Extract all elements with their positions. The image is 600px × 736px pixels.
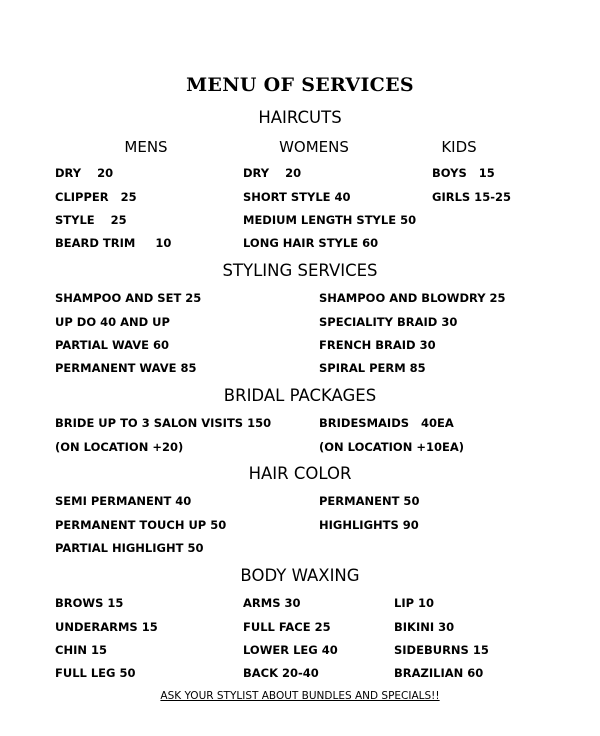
waxing-item: LOWER LEG 40 (243, 643, 338, 657)
mens-item: DRY 20 (55, 166, 114, 180)
waxing-item: UNDERARMS 15 (55, 620, 158, 634)
womens-item: MEDIUM LENGTH STYLE 50 (243, 213, 417, 227)
kids-item: GIRLS 15-25 (432, 190, 511, 204)
waxing-item: SIDEBURNS 15 (394, 643, 489, 657)
mens-item: STYLE 25 (55, 213, 127, 227)
waxing-item: FULL LEG 50 (55, 666, 136, 680)
bridal-heading: BRIDAL PACKAGES (223, 386, 377, 405)
bridal-item: BRIDE UP TO 3 SALON VISITS 150 (55, 416, 272, 430)
mens-item: BEARD TRIM 10 (55, 236, 172, 250)
womens-item: SHORT STYLE 40 (243, 190, 351, 204)
color-item: HIGHLIGHTS 90 (319, 518, 419, 532)
waxing-item: FULL FACE 25 (243, 620, 331, 634)
styling-item: FRENCH BRAID 30 (319, 338, 436, 352)
kids-item: BOYS 15 (432, 166, 495, 180)
waxing-item: LIP 10 (394, 596, 435, 610)
styling-item: SHAMPOO AND BLOWDRY 25 (319, 291, 506, 305)
waxing-item: ARMS 30 (243, 596, 301, 610)
waxing-item: BACK 20-40 (243, 666, 319, 680)
waxing-item: BIKINI 30 (394, 620, 455, 634)
footer-note: ASK YOUR STYLIST ABOUT BUNDLES AND SPECIALS!! (160, 690, 440, 702)
womens-item: LONG HAIR STYLE 60 (243, 236, 379, 250)
bridal-item: (ON LOCATION +20) (55, 440, 184, 454)
mens-item: CLIPPER 25 (55, 190, 137, 204)
page-title: MENU OF SERVICES (186, 74, 414, 96)
womens-header: WOMENS (279, 138, 349, 156)
color-item: SEMI PERMANENT 40 (55, 494, 192, 508)
styling-item: SHAMPOO AND SET 25 (55, 291, 202, 305)
styling-item: SPIRAL PERM 85 (319, 361, 426, 375)
color-item: PARTIAL HIGHLIGHT 50 (55, 541, 204, 555)
color-item: PERMANENT 50 (319, 494, 420, 508)
styling-item: PARTIAL WAVE 60 (55, 338, 170, 352)
haircuts-heading: HAIRCUTS (258, 108, 342, 127)
color-heading: HAIR COLOR (248, 464, 352, 483)
kids-header: KIDS (441, 138, 477, 156)
styling-item: PERMANENT WAVE 85 (55, 361, 197, 375)
waxing-heading: BODY WAXING (240, 566, 360, 585)
styling-heading: STYLING SERVICES (222, 261, 378, 280)
mens-header: MENS (124, 138, 168, 156)
waxing-item: CHIN 15 (55, 643, 107, 657)
styling-item: SPECIALITY BRAID 30 (319, 315, 458, 329)
waxing-item: BROWS 15 (55, 596, 124, 610)
womens-item: DRY 20 (243, 166, 302, 180)
styling-item: UP DO 40 AND UP (55, 315, 170, 329)
waxing-item: BRAZILIAN 60 (394, 666, 484, 680)
color-item: PERMANENT TOUCH UP 50 (55, 518, 227, 532)
bridal-item: BRIDESMAIDS 40EA (319, 416, 454, 430)
bridal-item: (ON LOCATION +10EA) (319, 440, 464, 454)
